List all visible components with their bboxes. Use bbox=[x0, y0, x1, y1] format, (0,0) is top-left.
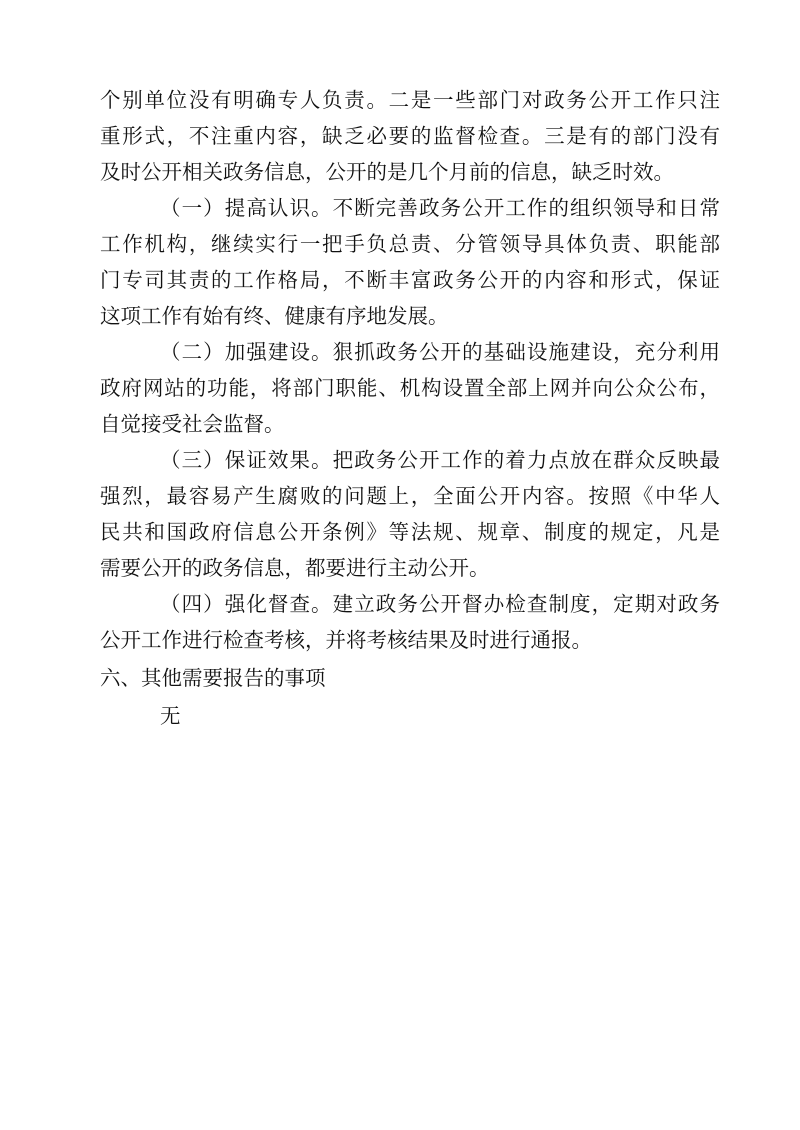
text-line: 公开工作进行检查考核，并将考核结果及时进行通报。 bbox=[100, 628, 592, 652]
paragraph-four-first-line: （四）强化督查。建立政务公开督办检查制度，定期对政务 bbox=[160, 592, 720, 616]
paragraph-one-first-line: （一）提高认识。不断完善政务公开工作的组织领导和日常 bbox=[160, 196, 720, 220]
text-line: 自觉接受社会监督。 bbox=[100, 412, 285, 436]
text-line: 需要公开的政务信息，都要进行主动公开。 bbox=[100, 556, 490, 580]
text-line: 个别单位没有明确专人负责。二是一些部门对政务公开工作只注 bbox=[100, 88, 720, 112]
section-heading: 六、其他需要报告的事项 bbox=[100, 666, 326, 690]
text-line: 强烈，最容易产生腐败的问题上，全面公开内容。按照《中华人 bbox=[100, 484, 720, 508]
text-line: 政府网站的功能，将部门职能、机构设置全部上网并向公众公布， bbox=[100, 376, 720, 400]
section-answer: 无 bbox=[160, 704, 181, 728]
text-line: 重形式，不注重内容，缺乏必要的监督检查。三是有的部门没有 bbox=[100, 124, 720, 148]
text-line: 门专司其责的工作格局，不断丰富政务公开的内容和形式，保证 bbox=[100, 268, 720, 292]
paragraph-two-first-line: （二）加强建设。狠抓政务公开的基础设施建设，充分利用 bbox=[160, 340, 720, 364]
text-line: 这项工作有始有终、健康有序地发展。 bbox=[100, 304, 449, 328]
text-line: 民共和国政府信息公开条例》等法规、规章、制度的规定，凡是 bbox=[100, 520, 720, 544]
text-line: 工作机构，继续实行一把手负总责、分管领导具体负责、职能部 bbox=[100, 232, 720, 256]
text-line: 及时公开相关政务信息，公开的是几个月前的信息，缺乏时效。 bbox=[100, 160, 674, 184]
paragraph-three-first-line: （三）保证效果。把政务公开工作的着力点放在群众反映最 bbox=[160, 448, 720, 472]
